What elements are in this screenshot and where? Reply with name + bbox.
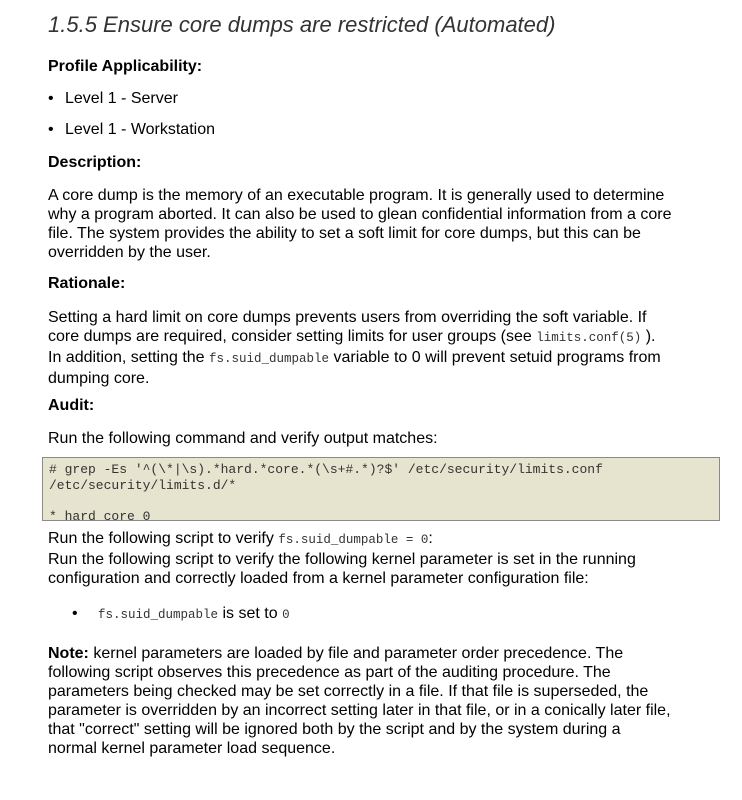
audit-heading: Audit: xyxy=(48,397,95,414)
list-item: • fs.suid_dumpable is set to 0 xyxy=(72,605,290,622)
audit-intro: Run the following command and verify output matches: xyxy=(48,430,438,447)
list-item: • Level 1 - Workstation xyxy=(48,121,215,138)
list-item: • Level 1 - Server xyxy=(48,90,178,107)
inline-code: 0 xyxy=(282,608,290,622)
note-text: Note: kernel parameters are loaded by file and parameter order precedence. The following script observes this precedence as part of the auditing procedure. The parameters being checked may be set correctly in a file. If that file is superseded, the parameter is overridden by an incorrect setting later in that file, or in a conically later file, that "correct" setting will be ignored both by the script and by the system during a normal kernel parameter load sequence. xyxy=(48,645,671,757)
inline-code: fs.suid_dumpable xyxy=(98,608,219,622)
code-block: # grep -Es '^(\*|\s).*hard.*core.*(\s+#.*)?$' /etc/security/limits.conf /etc/security/limits.d/* * hard core 0 xyxy=(42,457,720,521)
inline-code: fs.suid_dumpable xyxy=(209,352,330,366)
profile-heading: Profile Applicability: xyxy=(48,58,203,75)
inline-code: fs.suid_dumpable = 0 xyxy=(278,533,429,547)
description-text: A core dump is the memory of an executable program. It is generally used to determine why a program aborted. It can also be used to glean confidential information from a core file. The system provides the ability to set a soft limit for core dumps, but this can be overridden by the user. xyxy=(48,187,672,261)
audit-script-text: Run the following script to verify fs.suid_dumpable = 0: Run the following script to verify the following kernel parameter is set in the running configuration and correctly loaded from a kernel parameter configuration file: xyxy=(48,530,636,587)
section-title: 1.5.5 Ensure core dumps are restricted (Automated) xyxy=(48,12,556,37)
rationale-text: Setting a hard limit on core dumps prevents users from overriding the soft variable. If core dumps are required, consider setting limits for user groups (see limits.conf(5) ). In addition, setting the fs.suid_dumpable variable to 0 will prevent setuid programs from dumping core. xyxy=(48,309,661,387)
description-heading: Description: xyxy=(48,154,142,171)
rationale-heading: Rationale: xyxy=(48,275,126,292)
note-label: Note: xyxy=(48,645,89,662)
inline-code: limits.conf(5) xyxy=(536,331,642,345)
